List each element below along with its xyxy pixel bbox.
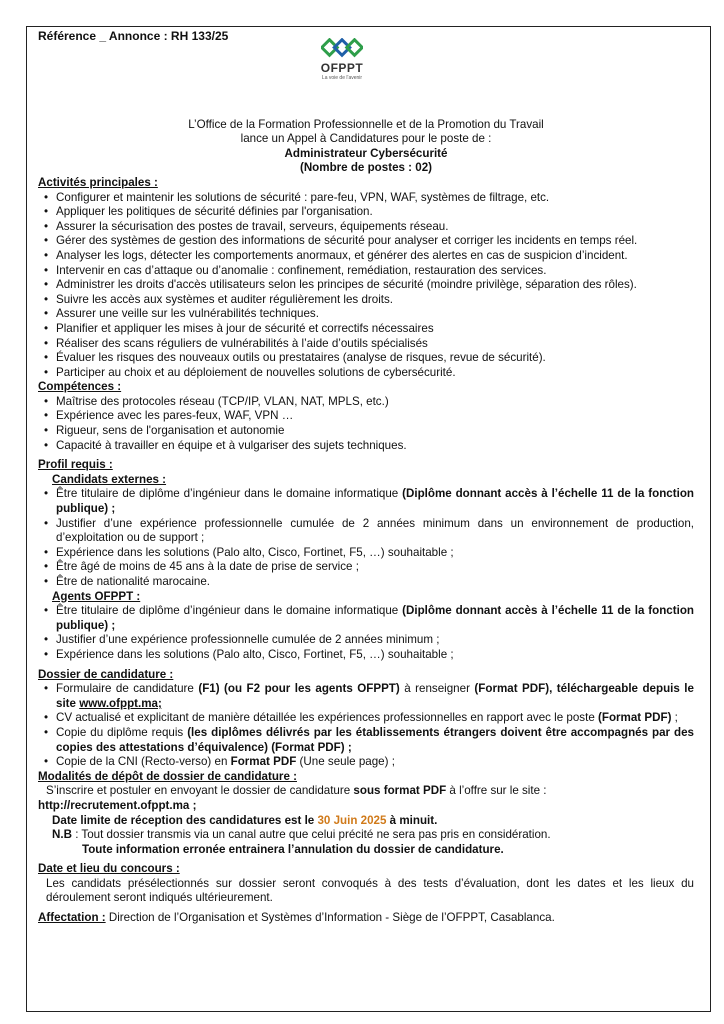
intro-block	[38, 118, 694, 176]
post-count: (Nombre de postes : 02)	[299, 161, 433, 175]
diploma-text: Être titulaire de diplôme d’ingénieur dans le domaine informatique	[56, 604, 403, 618]
list-item: • Configurer et maintenir les solutions de sécurité : pare-feu, VPN, WAF, systèmes de filtrage, etc.	[38, 191, 694, 206]
affectation-line: Affectation : Direction de l’Organisation et Systèmes d’Information - Siège de l’OFPPT, Casablanca.	[38, 911, 555, 925]
list-item	[38, 604, 694, 633]
intro-line-1: L’Office de la Formation Professionnelle et de la Promotion du Travail	[188, 117, 544, 131]
list-item: • Être âgé de moins de 45 ans à la date de prise de service ;	[38, 560, 694, 575]
list-item: • CV actualisé et explicitant de manière détaillée les expériences professionnelles en rapport avec le poste (Format PDF) ;	[38, 711, 694, 726]
dossier-list	[38, 682, 694, 770]
list-item: • Participer au choix et au déploiement de nouvelles solutions de cybersécurité.	[38, 366, 694, 381]
ofppt-site-link[interactable]: www.ofppt.ma;	[79, 696, 162, 710]
diploma-detail: (Diplôme donnant accès à l’échelle 11 de la fonction publique) ;	[56, 487, 694, 516]
post-title: Administrateur Cybersécurité	[284, 146, 448, 160]
deadline-date: 30 Juin 2025	[317, 813, 387, 827]
logo-tagline: La voie de l'avenir	[321, 75, 363, 81]
agents-list	[38, 604, 694, 662]
list-item: • Maîtrise des protocoles réseau (TCP/IP, VLAN, NAT, MPLS, etc.)	[38, 395, 694, 410]
deadline-line: Date limite de réception des candidatures est le 30 Juin 2025 à minuit.	[52, 813, 438, 827]
section-activites-title: Activités principales :	[38, 175, 158, 189]
list-item: • Copie de la CNI (Recto-verso) en Format PDF (Une seule page) ;	[38, 755, 694, 770]
concours-text: Les candidats présélectionnés sur dossier seront convoqués à des tests d’évaluation, dont les dates et les lieux du déroulement seront indiqués ultérieurement.	[46, 876, 694, 905]
modalites-line: S’inscrire et postuler en envoyant le dossier de candidature sous format PDF à l’offre sur le site :	[46, 784, 547, 798]
document-body	[38, 29, 694, 926]
recruitment-url[interactable]: http://recrutement.ofppt.ma ;	[38, 798, 197, 812]
list-item	[38, 487, 694, 516]
list-item: • Copie du diplôme requis (les diplômes délivrés par les établissements étrangers doivent être accompagnés par des copies des attestations d’équivalence) (Format PDF) ;	[38, 726, 694, 755]
list-item: • Réaliser des scans réguliers de vulnérabilités à l’aide d’outils spécialisés	[38, 337, 694, 352]
section-profil-title: Profil requis :	[38, 458, 113, 472]
diploma-detail: (Diplôme donnant accès à l’échelle 11 de la fonction publique) ;	[56, 604, 694, 632]
list-item: • Formulaire de candidature (F1) (ou F2 pour les agents OFPPT) à renseigner (Format PDF), téléchargeable depuis le site www.ofppt.ma;	[38, 682, 694, 711]
section-competences-title: Compétences :	[38, 380, 122, 394]
list-item: • Rigueur, sens de l'organisation et autonomie	[38, 424, 694, 439]
activites-list	[38, 191, 694, 381]
list-item: • Intervenir en cas d’attaque ou d’anomalie : confinement, remédiation, restauration des services.	[38, 264, 694, 279]
list-item: • Justifier d’une expérience professionnelle cumulée de 2 années minimum ;	[38, 633, 694, 648]
list-item: • Suivre les accès aux systèmes et auditer régulièrement les droits.	[38, 293, 694, 308]
list-item: • Justifier d’une expérience professionnelle cumulée de 2 années minimum dans un environnement de production, d’exploitation ou de support ;	[38, 517, 694, 546]
list-item: • Être de nationalité marocaine.	[38, 575, 694, 590]
section-dossier-title: Dossier de candidature :	[38, 667, 174, 681]
reference-line: Référence _ Annonce : RH 133/25	[38, 29, 229, 43]
list-item: • Appliquer les politiques de sécurité définies par l'organisation.	[38, 205, 694, 220]
list-item: • Expérience avec les pares-feux, WAF, VPN …	[38, 409, 694, 424]
competences-list	[38, 395, 694, 453]
section-modalites-title: Modalités de dépôt de dossier de candidature :	[38, 769, 297, 783]
list-item: • Expérience dans les solutions (Palo alto, Cisco, Fortinet, F5, …) souhaitable ;	[38, 648, 694, 663]
subsection-agents-title: Agents OFPPT :	[52, 589, 141, 603]
nb-line: N.B : Tout dossier transmis via un canal autre que celui précité ne sera pas pris en considération.	[52, 828, 551, 842]
warning-line: Toute information erronée entrainera l’annulation du dossier de candidature.	[82, 842, 504, 856]
list-item: • Expérience dans les solutions (Palo alto, Cisco, Fortinet, F5, …) souhaitable ;	[38, 546, 694, 561]
list-item: • Assurer la sécurisation des postes de travail, serveurs, équipements réseau.	[38, 220, 694, 235]
list-item: • Capacité à travailler en équipe et à vulgariser des sujets techniques.	[38, 439, 694, 454]
subsection-externes-title: Candidats externes :	[52, 472, 167, 486]
logo-name: OFPPT	[320, 61, 364, 75]
list-item: • Gérer des systèmes de gestion des informations de sécurité pour analyser et corriger les incidents en temps réel.	[38, 234, 694, 249]
diploma-text: Être titulaire de diplôme d’ingénieur dans le domaine informatique	[56, 487, 403, 501]
list-item: • Analyser les logs, détecter les comportements anormaux, et générer des alertes en cas de suspicion d’incident.	[38, 249, 694, 264]
externes-list	[38, 487, 694, 589]
list-item: • Évaluer les risques des nouveaux outils ou prestataires (analyse de risques, revue de sécurité).	[38, 351, 694, 366]
intro-line-2: lance un Appel à Candidatures pour le poste de :	[240, 132, 492, 146]
section-concours-title: Date et lieu du concours :	[38, 862, 180, 876]
list-item: • Administrer les droits d'accès utilisateurs selon les principes de sécurité (moindre privilège, séparation des rôles).	[38, 278, 694, 293]
list-item: • Planifier et appliquer les mises à jour de sécurité et correctifs nécessaires	[38, 322, 694, 337]
list-item: • Assurer une veille sur les vulnérabilités techniques.	[38, 307, 694, 322]
